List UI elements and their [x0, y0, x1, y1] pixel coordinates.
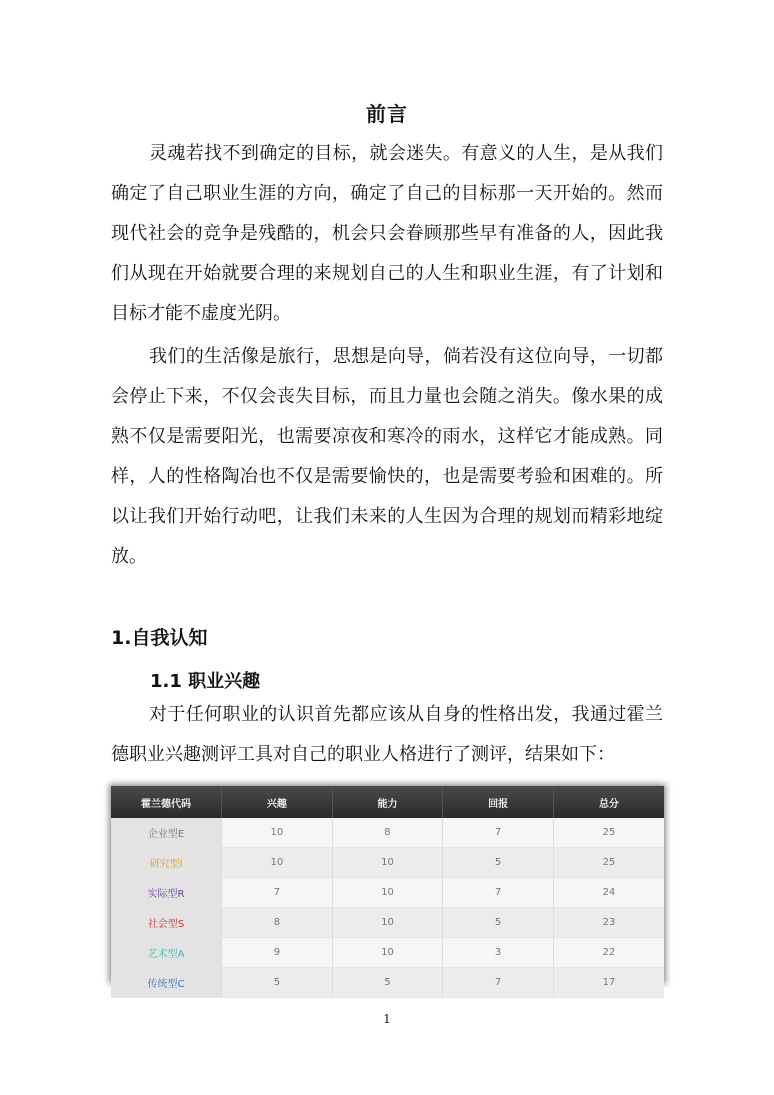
table-row	[111, 938, 664, 968]
total-cell: 24	[553, 878, 664, 908]
interest-cell: 10	[222, 818, 333, 848]
total-cell: 17	[553, 968, 664, 998]
table-row	[111, 968, 664, 998]
ability-cell: 10	[332, 908, 443, 938]
table-header-row	[111, 786, 664, 818]
type-cell: 社会型S	[111, 908, 222, 938]
reward-cell: 5	[443, 848, 554, 878]
table-row	[111, 818, 664, 848]
reward-cell: 7	[443, 818, 554, 848]
holland-results-table	[111, 786, 664, 990]
ability-cell: 10	[332, 938, 443, 968]
reward-cell: 7	[443, 878, 554, 908]
type-cell: 传统型C	[111, 968, 222, 998]
reward-cell: 7	[443, 968, 554, 998]
interest-cell: 8	[222, 908, 333, 938]
table-row	[111, 878, 664, 908]
total-cell: 25	[553, 848, 664, 878]
page-title: 前言	[366, 102, 408, 126]
type-cell: 研究型I	[111, 848, 222, 878]
interest-cell: 5	[222, 968, 333, 998]
total-cell: 22	[553, 938, 664, 968]
header-interest: 兴趣	[222, 786, 333, 818]
reward-cell: 5	[443, 908, 554, 938]
ability-cell: 10	[332, 878, 443, 908]
interest-cell: 7	[222, 878, 333, 908]
type-cell: 实际型R	[111, 878, 222, 908]
subsection-heading: 1.1 职业兴趣	[150, 671, 261, 692]
header-code: 霍兰德代码	[111, 786, 222, 818]
header-reward: 回报	[443, 786, 554, 818]
header-ability: 能力	[332, 786, 443, 818]
results-table	[111, 786, 664, 998]
header-total: 总分	[553, 786, 664, 818]
ability-cell: 10	[332, 848, 443, 878]
type-cell: 企业型E	[111, 818, 222, 848]
table-row	[111, 848, 664, 878]
type-cell: 艺术型A	[111, 938, 222, 968]
interest-cell: 9	[222, 938, 333, 968]
page-number: 1	[383, 1012, 391, 1026]
preface-paragraph-1: 灵魂若找不到确定的目标，就会迷失。有意义的人生，是从我们确定了自己职业生涯的方向，确定了自己的目标那一天开始的。然而现代社会的竞争是残酷的，机会只会眷顾那些早有准备的人，因此我们从现在开始就要合理的来规划自己的人生和职业生涯，有了计划和目标才能不虚度光阴。	[111, 143, 663, 324]
ability-cell: 5	[332, 968, 443, 998]
interest-cell: 10	[222, 848, 333, 878]
reward-cell: 3	[443, 938, 554, 968]
total-cell: 25	[553, 818, 664, 848]
total-cell: 23	[553, 908, 664, 938]
table-row	[111, 908, 664, 938]
section-heading: 1.自我认知	[111, 627, 208, 649]
preface-paragraph-2: 我们的生活像是旅行，思想是向导，倘若没有这位向导，一切都会停止下来，不仅会丧失目标，而且力量也会随之消失。像水果的成熟不仅是需要阳光，也需要凉夜和寒冷的雨水，这样它才能成熟。同样，人的性格陶冶也不仅是需要愉快的，也是需要考验和困难的。所以让我们开始行动吧，让我们未来的人生因为合理的规划而精彩地绽放。	[111, 346, 663, 567]
ability-cell: 8	[332, 818, 443, 848]
intro-paragraph: 对于任何职业的认识首先都应该从自身的性格出发，我通过霍兰德职业兴趣测评工具对自己的职业人格进行了测评，结果如下：	[111, 704, 663, 765]
